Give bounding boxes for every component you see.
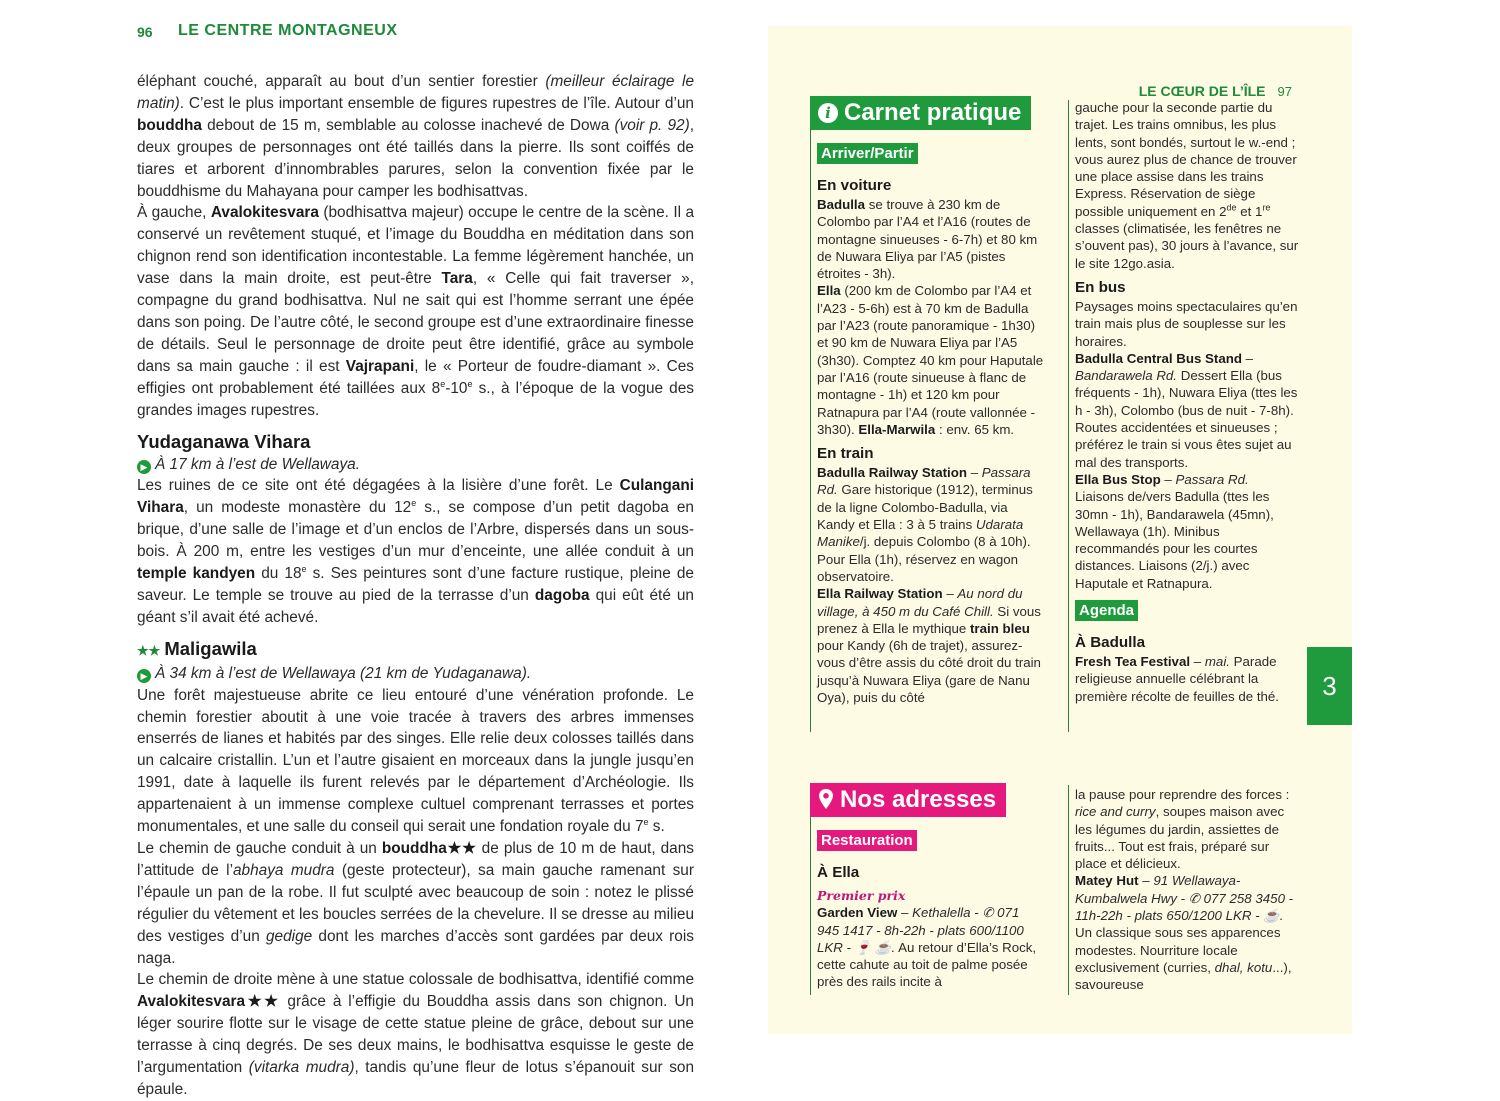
paragraph: Le chemin de droite mène à une statue colossale de bodhisattva, identifié comme Avalokitesvara★★ grâce à l’effigie du Bouddha assis dans son chignon. Un léger sourire flotte sur le visage de cette statue pleine de grâce, debout sur une terrasse à cinq degrés. De ses deux mains, le bodhisattva esquisse le geste de l’argumentation (vitarka mudra), tandis qu’une fleur de lotus s’épanouit sur son épaule. — [137, 971, 695, 1098]
paragraph: Les ruines de ce site ont été dégagées à la lisière d’une forêt. Le Culangani Vihara, un modeste monastère du 12e s., se compose d’un petit dagoba en brique, d’une salle de l’image et d’un enclos de l’Arbre, dispersés dans un sous-bois. À 200 m, entre les vestiges d’un mur d’enceinte, une allée conduit à un temple kandyen du 18e s. Ses peintures sont d’une facture rustique, pleine de saveur. Le temple se trouve au pied de la terrasse d’un dagoba qui eût été un géant s’il avait été achevé. — [137, 477, 694, 626]
carnet-column-2 — [1075, 99, 1301, 705]
subheading-en-train: En train — [817, 445, 874, 463]
left-text-column — [137, 71, 694, 1101]
agenda-tag: Agenda — [1075, 600, 1138, 621]
paragraph: Garden View – Kethalella - ✆ 071 945 1417 - 8h-22h - plats 600/1100 LKR - 🍷 ☕. Au retour d’Ella’s Rock, cette cahute au toit de palme posée près des rails incite à — [817, 905, 1037, 990]
location-arrow-icon: ▶ — [137, 669, 151, 683]
column-divider — [810, 128, 811, 732]
restauration-tag: Restauration — [817, 830, 917, 851]
paragraph: Fresh Tea Festival – mai. Parade religieuse annuelle célébrant la première récolte de feuilles de thé. — [1075, 654, 1279, 704]
star-rating-icon: ★★ — [137, 642, 161, 658]
paragraph: Badulla se trouve à 230 km de Colombo par l’A4 et l’A16 (routes de montagne sinueuses - 6-7h) et 80 km de Nuwara Eliya par l’A5 (pistes étroites - 3h). — [817, 197, 1038, 282]
location-arrow-icon: ▶ — [137, 460, 151, 474]
map-pin-icon — [818, 788, 834, 810]
carnet-column-1 — [817, 141, 1045, 706]
subheading-a-ella: À Ella — [817, 864, 860, 881]
paragraph: Badulla Railway Station – Passara Rd. Gare historique (1912), terminus de la ligne Colombo-Badulla, via Kandy et Ella : 3 à 5 trains Udarata Manike/j. depuis Colombo (8 à 10h). Pour Ella (1h), réservez en wagon observatoire. — [817, 465, 1033, 584]
column-divider — [1068, 785, 1069, 995]
adresses-column-2 — [1075, 786, 1301, 994]
paragraph: Ella Railway Station – Au nord du village, à 450 m du Café Chill. Si vous prenez à Ella le mythique train bleu pour Kandy (6h de trajet), assurez-vous d’être assis du côté droit du train jusqu’à Nuwara Eliya (gare de Nanu Oya), puis du côté — [817, 586, 1041, 706]
page-number-right: 97 — [1277, 84, 1292, 99]
page-number-left: 96 — [137, 24, 153, 40]
paragraph: gauche pour la seconde partie du trajet. Les trains omnibus, les plus lents, sont bondés, surtout le w.-end ; vous aurez plus de chance de trouver une place assise dans les trains Express. Réservation de siège possible uniquement en 2de et 1re classes (climatisée, les fenêtres ne s’ouvent pas), 30 jours à l’avance, sur le site 12go.asia. — [1075, 100, 1299, 271]
location-line: ▶ À 17 km à l’est de Wellawaya. — [137, 454, 694, 476]
paragraph: Badulla Central Bus Stand – Bandarawela Rd. Dessert Ella (bus fréquents - 1h), Nuwara Eliya (ttes les h - 3h), Colombo (bus de nuit - 7-8h). Routes accidentées et sinueuses ; préférez le train si vous êtes sujet au mal des transports. — [1075, 350, 1298, 470]
heading-yudaganawa: Yudaganawa Vihara — [137, 430, 311, 452]
paragraph: Le chemin de gauche conduit à un bouddha★★ de plus de 10 m de haut, dans l’attitude de l’abhaya mudra (geste protecteur), sa main gauche ramenant sur l’épaule un pan de la robe. Il fut sculpté avec beaucoup de soin : notez le plissé régulier du vêtement et les boucles serrées de la chevelure. Il se dresse au milieu des vestiges d’un gedige dont les marches d’accès sont gardées par deux rois naga. — [137, 840, 694, 967]
paragraph: Ella Bus Stop – Passara Rd. Liaisons de/vers Badulla (ttes les 30mn - 1h), Bandarawela (45mn), Wellawaya (1h). Minibus recommandés pour les courtes distances. Liaisons (2/j.) avec Haputale et Ratnapura. — [1075, 471, 1274, 591]
subheading-a-badulla: À Badulla — [1075, 634, 1146, 652]
column-divider — [810, 815, 811, 995]
subheading-en-bus: En bus — [1075, 278, 1126, 296]
subheading-en-voiture: En voiture — [817, 177, 892, 194]
paragraph: éléphant couché, apparaît au bout d’un sentier forestier (meilleur éclairage le matin). C’est le plus important ensemble de figures rupestres de l’île. Autour d’un bouddha debout de 15 m, semblable au colosse inachevé de Dowa (voir p. 92), deux groupes de personnages ont été taillés dans la pierre. Ils sont coiffés de tiares et arborent d’innombrables parures, selon la convention fixée par le bouddhisme du Mahayana pour camper les bodhisattvas. — [137, 73, 695, 200]
arriver-partir-tag: Arriver/Partir — [817, 143, 918, 164]
column-divider — [1068, 100, 1069, 732]
paragraph: Matey Hut – 91 Wellawaya-Kumbalwela Hwy - ✆ 077 258 3450 - 11h-22h - plats 650/1200 LKR - ☕. Un classique sous ses apparences modestes. Nourriture locale exclusivement (curries, dhal, kotu...), savoureuse — [1075, 873, 1294, 993]
location-line: ▶ À 34 km à l’est de Wellawaya (21 km de Yudaganawa). — [137, 663, 694, 685]
chapter-title-right: LE CŒUR DE L’ÎLE — [1138, 83, 1266, 99]
paragraph: Paysages moins spectaculaires qu’en train mais plus de souplesse sur les horaires. — [1075, 298, 1298, 349]
chapter-tab[interactable]: 3 — [1307, 647, 1352, 725]
paragraph: Ella (200 km de Colombo par l’A4 et l’A23 - 5-6h) est à 70 km de Badulla par l’A23 (route panoramique - 1h30) et 90 km de Nuwara Eliya par l’A5 (3h30). Comptez 40 km pour Haputale par l’A16 (route sinueuse à flanc de montagne - 1h) et 120 km pour Ratnapura par l’A4 (route vallonnée - 3h30). Ella-Marwila : env. 65 km. — [817, 283, 1044, 437]
price-category: Premier prix — [817, 888, 906, 903]
right-page-header — [1139, 83, 1292, 99]
heading-maligawila: ★★ Maligawila — [137, 637, 257, 659]
paragraph: Une forêt majestueuse abrite ce lieu entouré d’une vénération profonde. Le chemin forestier aboutit à une voie tracée à travers des arbres immenses enserrés de lianes et habités par des singes. Elle relie deux colosses taillés dans un calcaire cristallin. L’un et l’autre gisaient en morceaux dans la jungle jusqu’en 1991, date à laquelle ils furent relevés par le département d’Archéologie. Ils appartenaient à un immense complexe cultuel comprenant terrasses et portes monumentales, et une salle du conseil qui serait une fondation royale du 7e s. — [137, 686, 694, 836]
chapter-title-left: LE CENTRE MONTAGNEUX — [178, 22, 398, 39]
paragraph: À gauche, Avalokitesvara (bodhisattva majeur) occupe le centre de la scène. Il a conservé un revêtement stuqué, et l’image du Bouddha en méditation dans son chignon rend son identification incontestable. La femme légèrement hanchée, un vase dans la main droite, est peut-être Tara, « Celle qui fait traverser », compagne du grand bodhisattva. Nul ne sait qui est l’homme serrant une épée dans son poing. De l’autre côté, le second groupe est d’une extraordinaire finesse de détails. Seul le personnage de droite peut être identifié, grâce au symbole dans sa main gauche : il est Vajrapani, le « Porteur de foudre-diamant ». Ces effigies ont probablement été taillées aux 8e-10e s., à l’époque de la vogue des grandes images rupestres. — [137, 204, 695, 419]
carnet-pratique-title: i Carnet pratique — [810, 96, 1031, 130]
nos-adresses-title: Nos adresses — [810, 783, 1006, 817]
info-icon: i — [818, 103, 838, 123]
adresses-column-1 — [817, 828, 1045, 991]
paragraph: la pause pour reprendre des forces : rice and curry, soupes maison avec les légumes du jardin, assiettes de fruits... Tout est frais, préparé sur place et délicieux. — [1075, 787, 1290, 872]
